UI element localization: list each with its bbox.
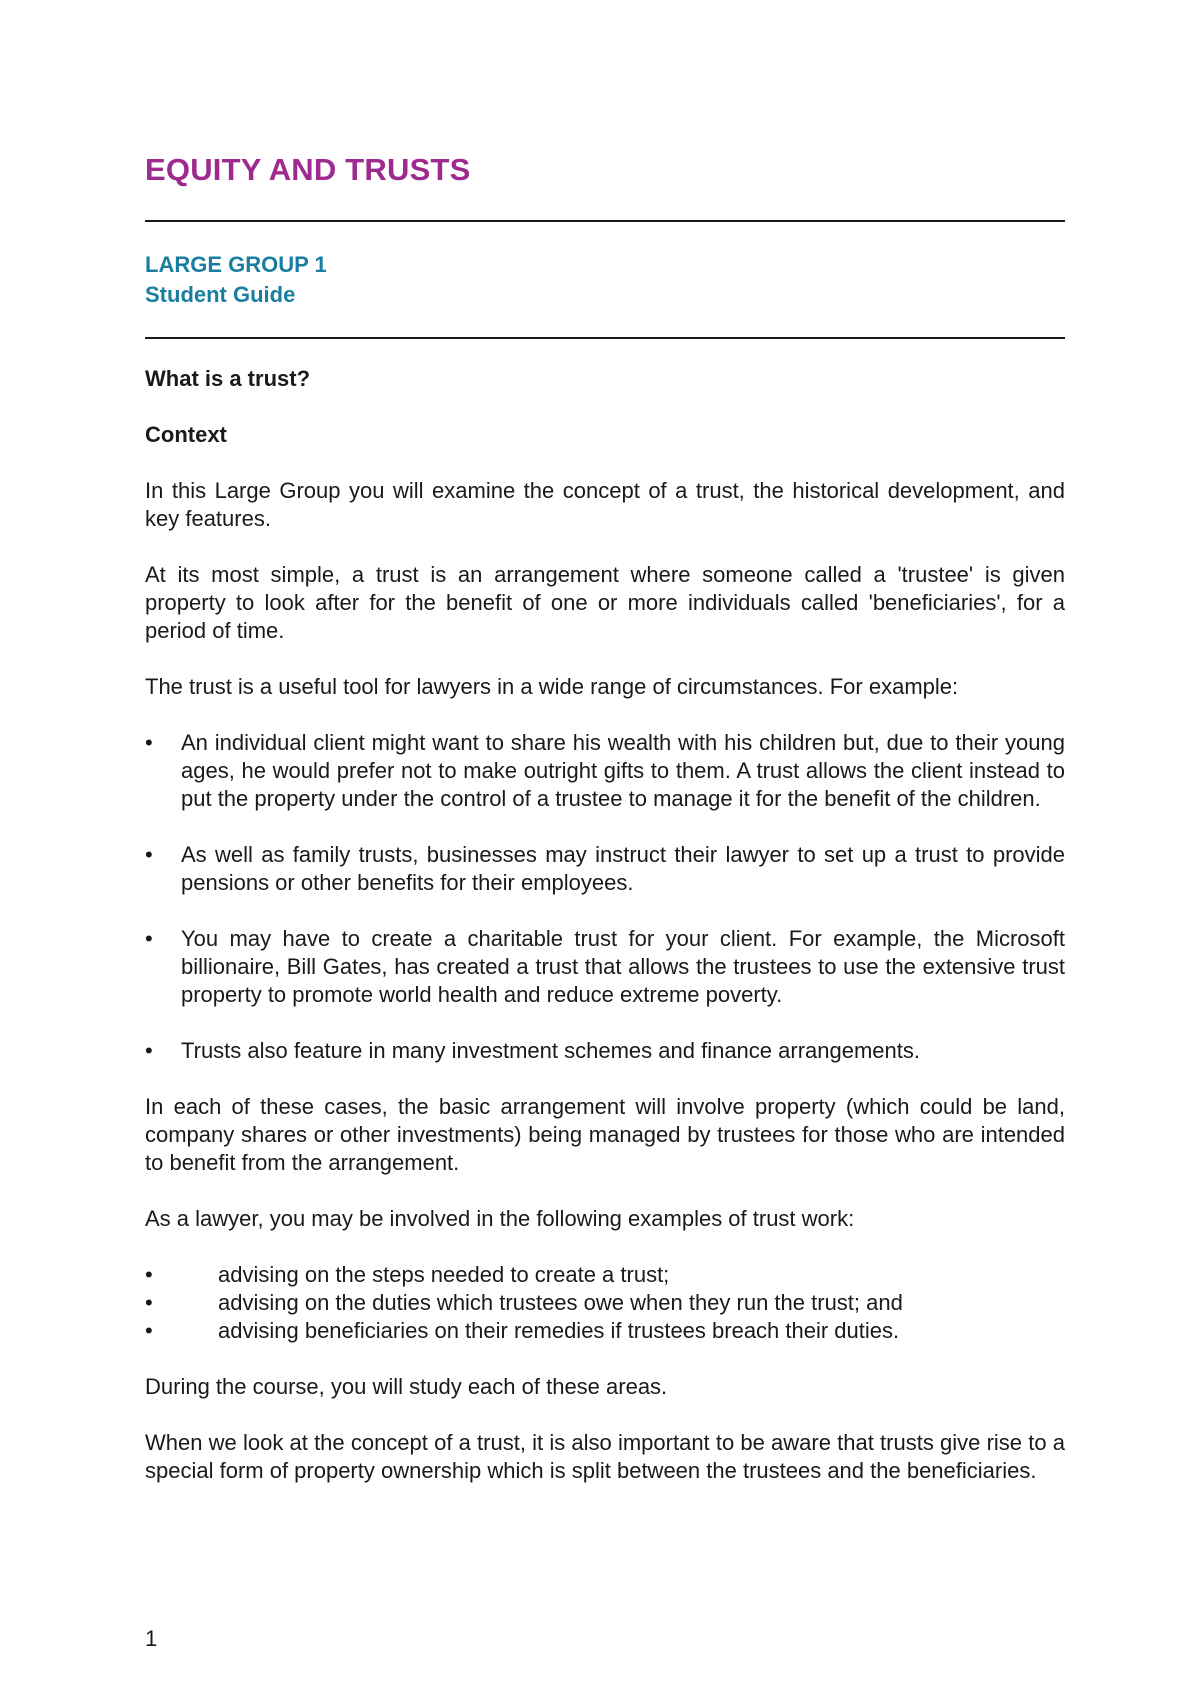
list-item-text: advising on the duties which trustees owe when they run the trust; and xyxy=(218,1290,903,1315)
list-item-text: advising on the steps needed to create a trust; xyxy=(218,1262,670,1287)
examples-list xyxy=(145,729,1065,1065)
paragraph-intro: In this Large Group you will examine the concept of a trust, the historical development, and key features. xyxy=(145,478,1065,531)
list-item xyxy=(145,1037,1065,1065)
paragraph-useful-tool: The trust is a useful tool for lawyers in a wide range of circumstances. For example: xyxy=(145,674,959,699)
heading-what-is-trust: What is a trust? xyxy=(145,366,311,391)
top-divider xyxy=(145,220,1065,222)
document-title: EQUITY AND TRUSTS xyxy=(145,152,471,187)
list-item xyxy=(145,1317,1065,1345)
bullet-icon: • xyxy=(145,926,153,951)
list-item xyxy=(145,1261,1065,1289)
document-page xyxy=(145,0,1065,1698)
list-item-text: An individual client might want to share his wealth with his children but, due to their young ages, he would prefer not to make outright gifts to them. A trust allows the client instead to put the property under the control of a trustee to manage it for the benefit of the children. xyxy=(181,730,1065,811)
subtitle-block xyxy=(145,250,327,310)
bullet-icon: • xyxy=(145,1262,153,1287)
bullet-icon: • xyxy=(145,1038,153,1063)
bullet-icon: • xyxy=(145,730,153,755)
subtitle-line-guide: Student Guide xyxy=(145,282,296,307)
paragraph-course: During the course, you will study each of these areas. xyxy=(145,1374,668,1399)
bullet-icon: • xyxy=(145,842,153,867)
bullet-icon: • xyxy=(145,1290,153,1315)
bottom-divider xyxy=(145,337,1065,339)
paragraph-ownership: When we look at the concept of a trust, it is also important to be aware that trusts give rise to a special form of property ownership which is split between the trustees and the beneficiaries. xyxy=(145,1430,1065,1483)
paragraph-definition: At its most simple, a trust is an arrangement where someone called a 'trustee' is given property to look after for the benefit of one or more individuals called 'beneficiaries', for a period of time. xyxy=(145,562,1065,643)
paragraph-basic-arrangement: In each of these cases, the basic arrangement will involve property (which could be land, company shares or other investments) being managed by trustees for those who are intended to benefit from the arrangement. xyxy=(145,1094,1065,1175)
list-item-text: Trusts also feature in many investment schemes and finance arrangements. xyxy=(181,1038,920,1063)
list-item-text: You may have to create a charitable trust for your client. For example, the Microsoft billionaire, Bill Gates, has created a trust that allows the trustees to use the extensive trust property to promote world health and reduce extreme poverty. xyxy=(181,926,1065,1007)
list-item xyxy=(145,841,1065,897)
heading-context: Context xyxy=(145,422,227,447)
bullet-icon: • xyxy=(145,1318,153,1343)
page-number: 1 xyxy=(145,1626,158,1651)
list-item-text: advising beneficiaries on their remedies if trustees breach their duties. xyxy=(218,1318,900,1343)
document-body xyxy=(145,365,1065,1485)
list-item xyxy=(145,925,1065,1009)
subtitle-line-group: LARGE GROUP 1 xyxy=(145,252,327,277)
trust-work-list xyxy=(145,1261,1065,1345)
list-item-text: As well as family trusts, businesses may instruct their lawyer to set up a trust to provide pensions or other benefits for their employees. xyxy=(181,842,1065,895)
list-item xyxy=(145,729,1065,813)
list-item xyxy=(145,1289,1065,1317)
paragraph-trust-work: As a lawyer, you may be involved in the following examples of trust work: xyxy=(145,1206,855,1231)
